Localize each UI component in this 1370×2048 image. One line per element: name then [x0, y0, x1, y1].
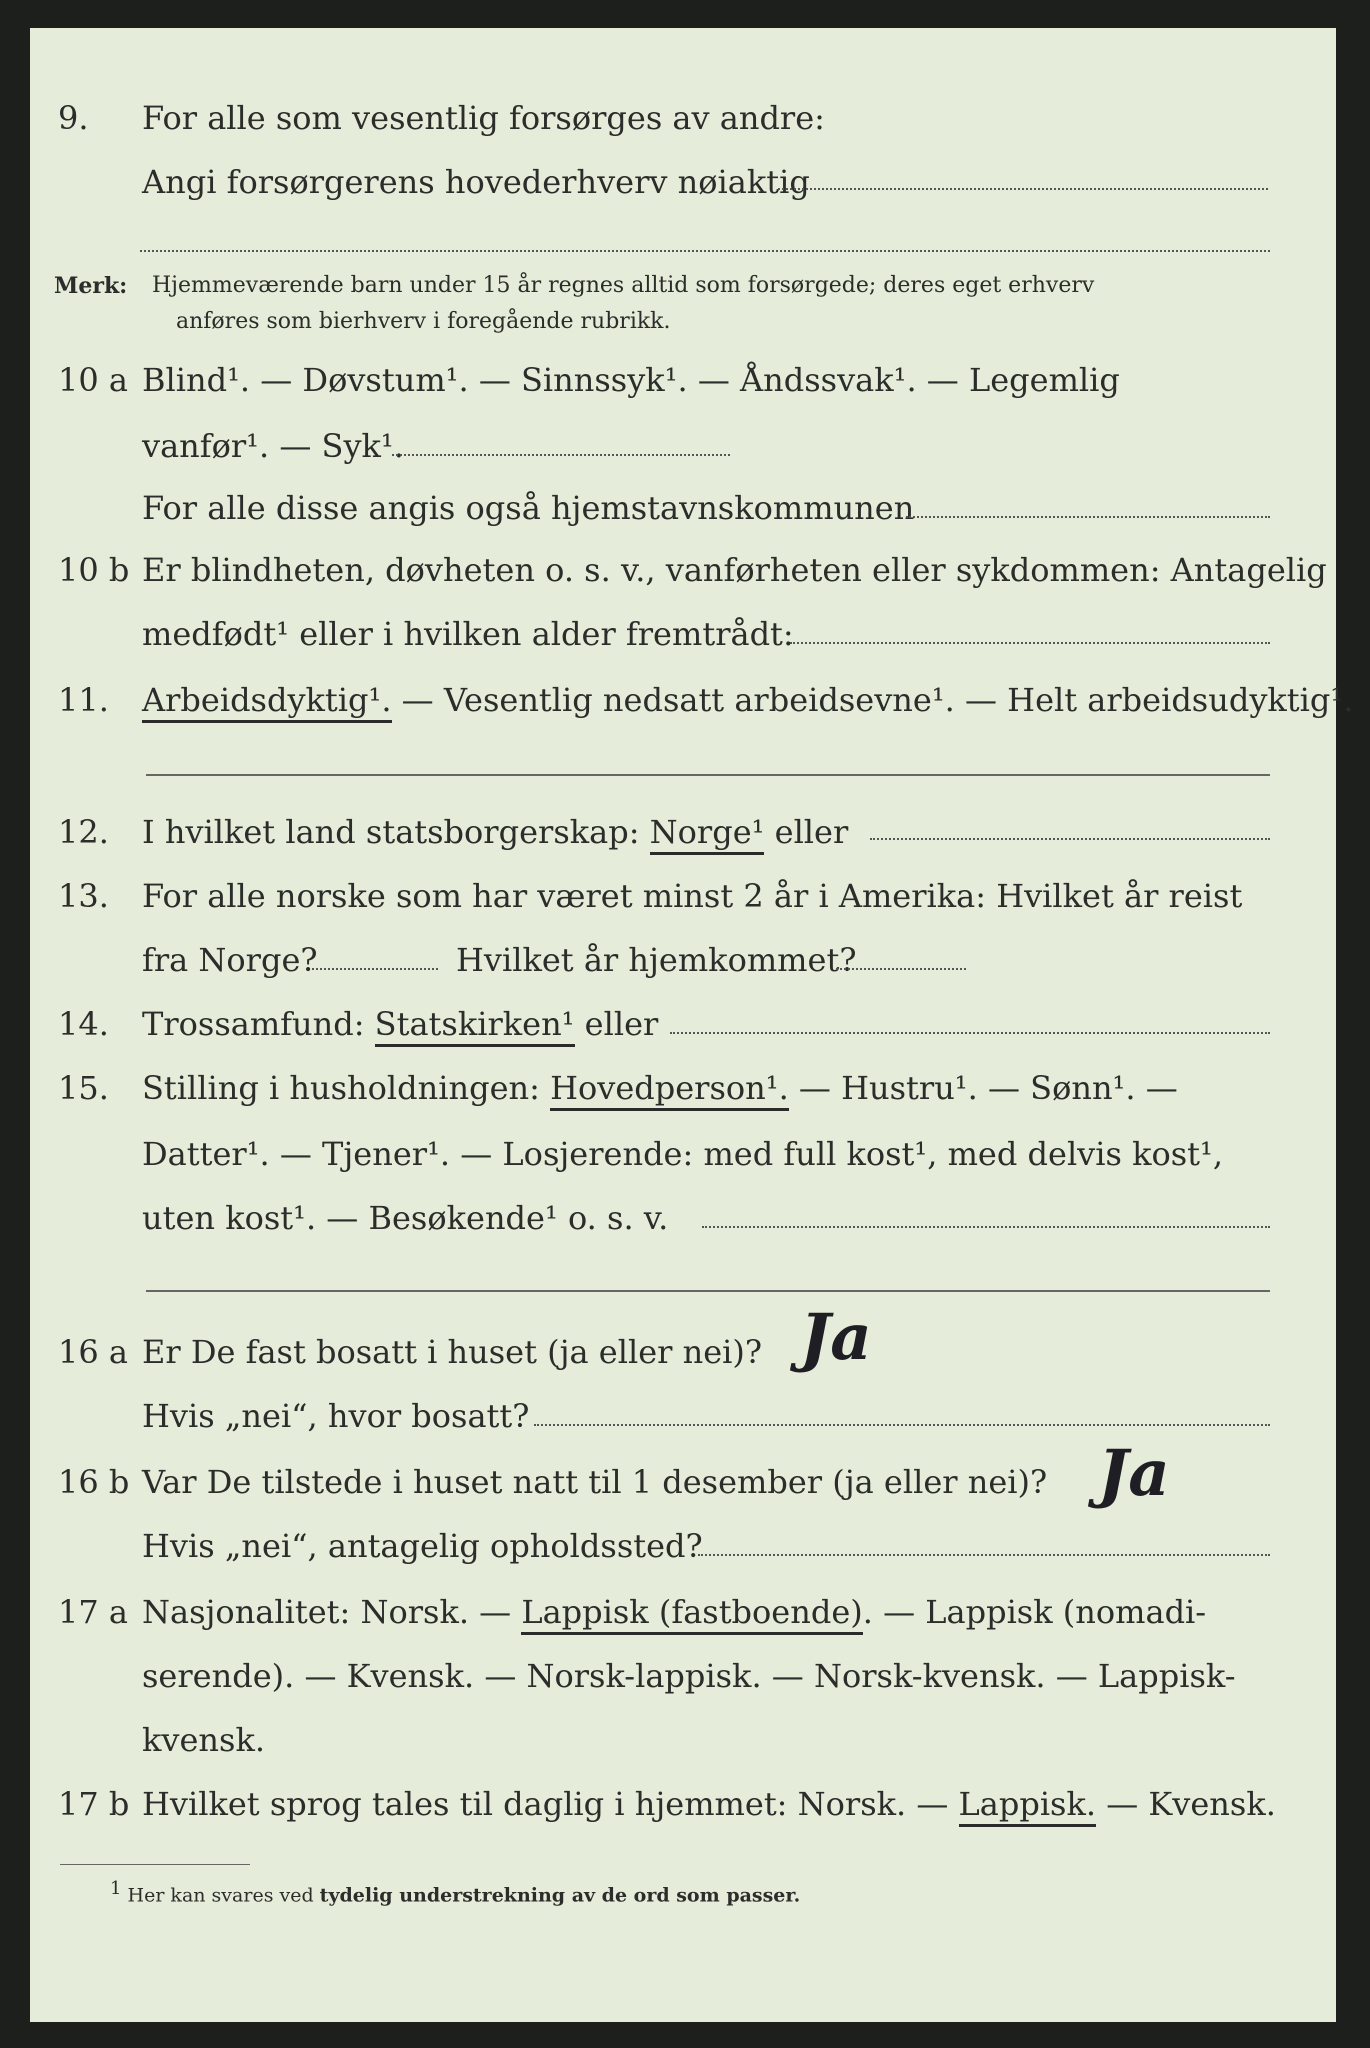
q16a-text: Er De fast bosatt i huset (ja eller nei)? [142, 1333, 763, 1371]
footnote-number: 1 [110, 1878, 122, 1899]
q16b-answer-dots[interactable] [698, 1554, 1270, 1556]
q10a-answer-dots[interactable] [392, 454, 730, 456]
q14-number: 14. [58, 1005, 109, 1043]
q16a-text2: Hvis „nei“, hvor bosatt? [142, 1397, 530, 1435]
q10b-answer-dots[interactable] [790, 642, 1270, 644]
q12-text [142, 812, 848, 852]
census-form-page [30, 28, 1354, 2022]
q15-post: — Hustru¹. — Sønn¹. — [788, 1069, 1178, 1107]
q12-post: eller [764, 813, 849, 851]
merk-note [54, 268, 1095, 305]
q15-pre: Stilling i husholdningen: [142, 1069, 551, 1107]
q17b-number: 17 b [58, 1785, 130, 1823]
q12-underlined-choice: Norge¹ [650, 813, 765, 855]
q15-answer-line[interactable] [146, 1290, 1270, 1292]
footnote [110, 1878, 800, 1906]
q17a-number: 17 a [58, 1593, 128, 1631]
q15-text [142, 1068, 1178, 1108]
q14-underlined-choice: Statskirken¹ [375, 1005, 575, 1047]
q16a-handwritten-answer: Ja [800, 1300, 872, 1375]
q13-text2b: Hvilket år hjemkommet? [456, 941, 857, 979]
q14-pre: Trossamfund: [142, 1005, 375, 1043]
q12-pre: I hvilket land statsborgerskap: [142, 813, 650, 851]
q15-text2: Datter¹. — Tjener¹. — Losjerende: med full kost¹, med delvis kost¹, [142, 1135, 1224, 1173]
q10a-text: Blind¹. — Døvstum¹. — Sinnssyk¹. — Åndssvak¹. — Legemlig [142, 361, 1120, 399]
merk-line1: Hjemmeværende barn under 15 år regnes alltid som forsørgede; deres eget erhverv [152, 273, 1095, 298]
q16b-number: 16 b [58, 1463, 130, 1501]
q13-text: For alle norske som har været minst 2 år i Amerika: Hvilket år reist [142, 877, 1243, 915]
q10b-text2: medfødt¹ eller i hvilken alder fremtrådt: [142, 615, 794, 653]
q13-return-dots[interactable] [836, 968, 966, 970]
q11-text [142, 680, 1353, 720]
q9-answer-dots[interactable] [778, 188, 1268, 190]
q11-rest: — Vesentlig nedsatt arbeidsevne¹. — Helt arbeidsudyktig¹. [391, 681, 1354, 719]
q17b-text [142, 1784, 1276, 1824]
q11-number: 11. [58, 681, 109, 719]
q11-answer-line[interactable] [146, 774, 1270, 776]
q10b-number: 10 b [58, 551, 130, 589]
q12-number: 12. [58, 813, 109, 851]
footnote-separator [60, 1864, 250, 1865]
q15-underlined-choice: Hovedperson¹. [550, 1069, 789, 1111]
q17b-post: — Kvensk. [1096, 1785, 1276, 1823]
q12-answer-dots[interactable] [870, 838, 1270, 840]
q14-text [142, 1004, 658, 1044]
merk-line2: anføres som bierhverv i foregående rubrikk. [176, 309, 671, 334]
q15-answer-dots[interactable] [702, 1226, 1270, 1228]
q17a-text3: kvensk. [142, 1721, 265, 1759]
q9-number: 9. [58, 99, 89, 137]
q13-departure-dots[interactable] [312, 968, 438, 970]
q10a-text3: For alle disse angis også hjemstavnskommunen [142, 489, 915, 527]
q16a-number: 16 a [58, 1333, 128, 1371]
q17a-post: . — Lappisk (nomadi- [862, 1593, 1207, 1631]
q9-text2: Angi forsørgerens hovederhverv nøiaktig [142, 163, 810, 201]
q9-answer-dots-2[interactable] [140, 250, 1270, 252]
q13-text2a: fra Norge? [142, 941, 318, 979]
q9-text: For alle som vesentlig forsørges av andre: [142, 99, 825, 137]
q10a-number: 10 a [58, 361, 128, 399]
q17a-text2: serende). — Kvensk. — Norsk-lappisk. — Norsk-kvensk. — Lappisk- [142, 1657, 1236, 1695]
q17a-pre: Nasjonalitet: Norsk. — [142, 1593, 522, 1631]
q15-text3: uten kost¹. — Besøkende¹ o. s. v. [142, 1199, 669, 1237]
merk-label: Merk: [54, 273, 128, 299]
footnote-pre: Her kan svares ved [127, 1884, 320, 1907]
q10b-text: Er blindheten, døvheten o. s. v., vanførheten eller sykdommen: Antagelig [142, 551, 1327, 589]
footnote-bold: tydelig understrekning av de ord som passer. [319, 1884, 801, 1907]
q11-underlined-choice: Arbeidsdyktig¹. [142, 681, 392, 723]
q15-number: 15. [58, 1069, 109, 1107]
q16b-handwritten-answer: Ja [1098, 1436, 1170, 1511]
q17b-pre: Hvilket sprog tales til daglig i hjemmet: Norsk. — [142, 1785, 959, 1823]
q14-post: eller [574, 1005, 659, 1043]
q10a-hometown-dots[interactable] [906, 516, 1270, 518]
q16a-answer-dots[interactable] [534, 1424, 1270, 1426]
q17a-text [142, 1592, 1206, 1632]
q16b-text: Var De tilstede i huset natt til 1 desember (ja eller nei)? [142, 1463, 1048, 1501]
q16b-text2: Hvis „nei“, antagelig opholdssted? [142, 1527, 703, 1565]
q13-number: 13. [58, 877, 109, 915]
q17a-underlined-choice: Lappisk (fastboende) [521, 1593, 862, 1635]
q17b-underlined-choice: Lappisk. [959, 1785, 1097, 1827]
q10a-text2: vanfør¹. — Syk¹. [142, 427, 404, 465]
q14-answer-dots[interactable] [670, 1032, 1270, 1034]
